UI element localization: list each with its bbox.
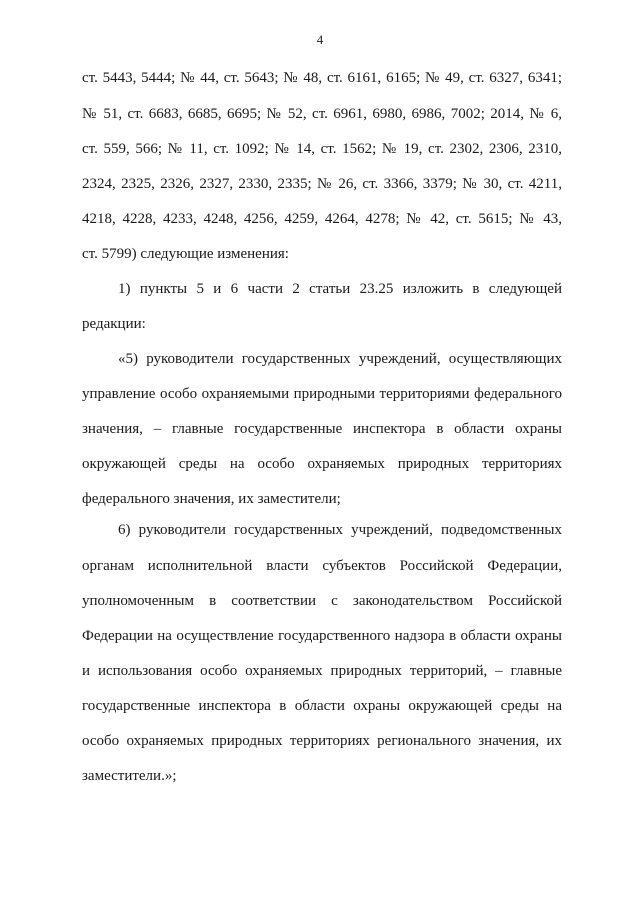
text-line: ст. 5443, 5444; № 44, ст. 5643; № 48, ст. 6161, 6165; № 49, ст. 6327, 6341;: [82, 70, 562, 86]
text-line: значения, – главные государственные инспектора в области охраны: [82, 421, 562, 437]
text-line: 6) руководители государственных учреждений, подведомственных: [118, 522, 562, 538]
text-line: и использования особо охраняемых природных территорий, – главные: [82, 663, 562, 679]
text-line: 4218, 4228, 4233, 4248, 4256, 4259, 4264, 4278; № 42, ст. 5615; № 43,: [82, 211, 562, 227]
text-line: окружающей среды на особо охраняемых природных территориях: [82, 456, 562, 472]
text-line: 2324, 2325, 2326, 2327, 2330, 2335; № 26, ст. 3366, 3379; № 30, ст. 4211,: [82, 176, 562, 192]
text-line: управление особо охраняемыми природными территориями федерального: [82, 386, 562, 402]
text-line: Федерации на осуществление государственного надзора в области охраны: [82, 628, 562, 644]
text-line: ст. 559, 566; № 11, ст. 1092; № 14, ст. 1562; № 19, ст. 2302, 2306, 2310,: [82, 141, 562, 157]
text-line: заместители.»;: [82, 768, 177, 784]
text-line: «5) руководители государственных учреждений, осуществляющих: [118, 351, 562, 367]
page-number: 4: [316, 32, 324, 47]
text-line: уполномоченным в соответствии с законодательством Российской: [82, 593, 562, 609]
text-line: органам исполнительной власти субъектов Российской Федерации,: [82, 558, 562, 574]
text-line: федерального значения, их заместители;: [82, 491, 341, 507]
text-line: № 51, ст. 6683, 6685, 6695; № 52, ст. 6961, 6980, 6986, 7002; 2014, № 6,: [82, 106, 562, 122]
text-line: особо охраняемых природных территориях регионального значения, их: [82, 733, 562, 749]
text-line: 1) пункты 5 и 6 части 2 статьи 23.25 изложить в следующей: [118, 281, 562, 297]
text-line: государственные инспектора в области охраны окружающей среды на: [82, 698, 562, 714]
text-line: ст. 5799) следующие изменения:: [82, 246, 289, 262]
text-line: редакции:: [82, 316, 146, 332]
